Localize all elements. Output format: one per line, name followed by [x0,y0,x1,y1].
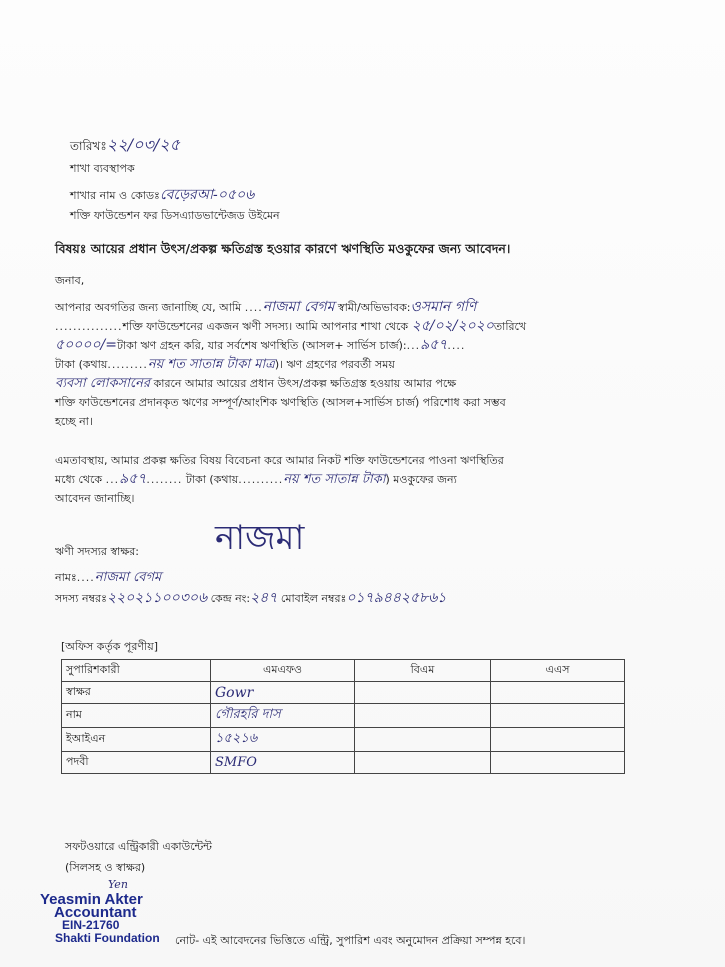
guardian-fill: ওসমান গণি [410,299,477,315]
date-value: ২২/০৩/২৫ [106,135,180,154]
member-number-value: ২২০২১১০০৩০৬ [106,590,208,606]
org-line: শক্তি ফাউন্ডেশন ফর ডিসএ্যাডভান্টেজড উইমেন [70,209,280,222]
waiver-words-fill: নয় শত সাতান্ন টাকা [283,472,386,487]
row-label-ein: ইআইএন [62,728,211,752]
office-heading: [অফিস কর্তৃক পূরণীয়] [61,640,158,653]
member-signature: নাজমা [215,518,305,558]
accountant-line: সফটওয়ারে এন্ট্রিকারী একাউন্টেন্ট [65,840,212,853]
row-label-name: নাম [62,704,211,728]
mfo-signature: Gowr [211,682,355,704]
balance-fill: ৯৫৭ [420,337,448,353]
as-cell [491,704,625,728]
branch-label: শাখার নাম ও কোডঃ [70,189,160,202]
bm-cell [355,682,491,704]
loan-amount-fill: ৫০০০০/= [55,337,117,353]
stamp-ein: EIN-21760 [62,918,120,932]
table-row [62,682,625,704]
waiver-amount-fill: ৯৫৭ [119,471,147,487]
manager-line: শাখা ব্যবস্থাপক [70,162,135,175]
p1-text-2: স্বামী/অভিভাবক: [337,301,411,314]
p1-text-8: কারনে আমার আয়ের প্রধান উৎস/প্রকল্প ক্ষতিগ্রস্ত হওয়ায় আমার পক্ষে [153,377,457,390]
as-cell [491,752,625,774]
footer-note: নোট- এই আবেদনের ভিত্তিতে এন্ট্রি, সুপারিশ এবং অনুমোদন প্রক্রিয়া সম্পন্ন হবে। [175,934,526,947]
mobile-value: ০১৭৯৪৪২৫৮৬১ [346,590,447,606]
p1-text-1: আপনার অবগতির জন্য জানাচ্ছি যে, আমি [55,301,242,314]
member-sign-line [55,543,139,562]
accountant-stamp [40,893,160,945]
subject-line: বিষয়ঃ আয়ের প্রধান উৎস/প্রকল্প ক্ষতিগ্রস্ত হওয়ার কারণে ঋণস্থিতি মওকুফের জন্য আবেদন। [55,241,511,256]
date-label: তারিখঃ [70,139,107,153]
p2-text-3: টাকা (কথায় [185,473,239,486]
reason-fill: ব্যবসা লোকসানের [55,376,151,391]
branch-value: বেড়েরআ-০৫০৬ [159,187,255,203]
paragraph-1: আপনার অবগতির জন্য জানাচ্ছি যে, আমি ....নাজমা বেগম স্বামী/অভিভাবক:ওসমান গণি ...............শক্তি ফাউন্ডেশনের একজন ঋণী সদস্য। আমি আপনার শাখা থেকে ২৫/০২/২০২০তারিখে ৫০০০০/=টাকা ঋণ গ্রহন করি, যার সর্বশেষ ঋণস্থিতি (আসল+ সার্ভিস চার্জ):...৯৫৭.... টাকা (কথায়.........নয় শত সাতান্ন টাকা মাত্র)। ঋণ গ্রহণের পরবর্তী সময় ব্যবসা লোকসানের কারনে আমার আয়ের প্রধান উৎস/প্রকল্প ক্ষতিগ্রস্ত হওয়ায় আমার পক্ষে শক্তি ফাউন্ডেশনের প্রদানকৃত ঋণের সম্পূর্ণ/আংশিক ঋণস্থিতি (আসল+সার্ভিস চার্জ) পরিশোধ করা সম্ভব হচ্ছে না। [55,299,527,428]
member-name-fill: নাজমা বেগম [262,299,335,315]
p2-text-5: আবেদন জানাচ্ছি। [55,492,135,505]
col-bm: বিএম [355,660,491,682]
table-row [62,704,625,728]
member-sign-label: ঋণী সদস্যর স্বাক্ষর: [55,545,139,558]
p2-text-4: ) মওকুফের জন্য [385,473,457,486]
mfo-designation: SMFO [211,752,355,774]
member-number-line [55,586,446,610]
branch-line [70,183,254,207]
mobile-label: মোবাইল নম্বরঃ [280,592,347,605]
mfo-name: গৌরহরি দাস [211,704,355,728]
member-number-label: সদস্য নম্বরঃ [55,592,107,605]
office-table-header [62,660,625,682]
as-cell [491,682,625,704]
p1-text-4: তারিখে [493,320,527,333]
p1-text-6: টাকা (কথায় [55,358,108,371]
bm-cell [355,728,491,752]
p2-text-1: এমতাবস্থায়, আমার প্রকল্প ক্ষতির বিষয় বিবেচনা করে আমার নিকট শক্তি ফাউন্ডেশনের পাওনা ঋণস্থিতির [55,454,504,467]
p1-text-7: )। ঋণ গ্রহণের পরবর্তী সময় [274,358,395,371]
center-label: কেন্দ্র নং: [210,592,251,605]
p1-text-10: হচ্ছে না। [55,415,93,428]
mfo-ein: ১৫২১৬ [211,728,355,752]
stamp-org: Shakti Foundation [55,931,160,945]
as-cell [491,728,625,752]
bm-cell [355,752,491,774]
col-as: এএস [491,660,625,682]
paragraph-2: এমতাবস্থায়, আমার প্রকল্প ক্ষতির বিষয় বিবেচনা করে আমার নিকট শক্তি ফাউন্ডেশনের পাওনা ঋণস্থিতির মধ্যে থেকে ...৯৫৭........ টাকা (কথায়..........নয় শত সাতান্ন টাকা) মওকুফের জন্য আবেদন জানাচ্ছি। [55,454,504,505]
loan-date-fill: ২৫/০২/২০২০ [411,318,494,334]
balance-words-fill: নয় শত সাতান্ন টাকা মাত্র [147,357,275,372]
bm-cell [355,704,491,728]
p1-text-5: টাকা ঋণ গ্রহন করি, যার সর্বশেষ ঋণস্থিতি (আসল+ সার্ভিস চার্জ): [116,339,407,352]
p1-text-9: শক্তি ফাউন্ডেশনের প্রদানকৃত ঋণের সম্পূর্ণ/আংশিক ঋণস্থিতি (আসল+সার্ভিস চার্জ) পরিশোধ করা সম্ভব [55,396,506,409]
member-name-value: নাজমা বেগম [94,570,162,585]
stamp-name: Yeasmin Akter [40,891,143,908]
seal-line: (সিলসহ ও স্বাক্ষর) [65,861,146,874]
row-label-designation: পদবী [62,752,211,774]
table-row [62,728,625,752]
office-table [61,659,625,774]
member-name-line: নামঃ....নাজমা বেগম [55,570,162,585]
stamp-title: Accountant [54,904,137,921]
date-line [70,132,180,159]
accountant-initial: Yen [108,878,128,891]
table-row [62,752,625,774]
row-label-signature: স্বাক্ষর [62,682,211,704]
col-recommender: সুপারিশকারী [62,660,211,682]
p2-text-2: মধ্যে থেকে [55,473,103,486]
col-mfo: এমএফও [211,660,355,682]
p1-text-3: শক্তি ফাউন্ডেশনের একজন ঋণী সদস্য। আমি আপনার শাখা থেকে [122,320,409,333]
salutation: জনাব, [55,274,85,287]
center-value: ২৪৭ [250,590,278,606]
member-name-label: নামঃ [55,571,77,584]
